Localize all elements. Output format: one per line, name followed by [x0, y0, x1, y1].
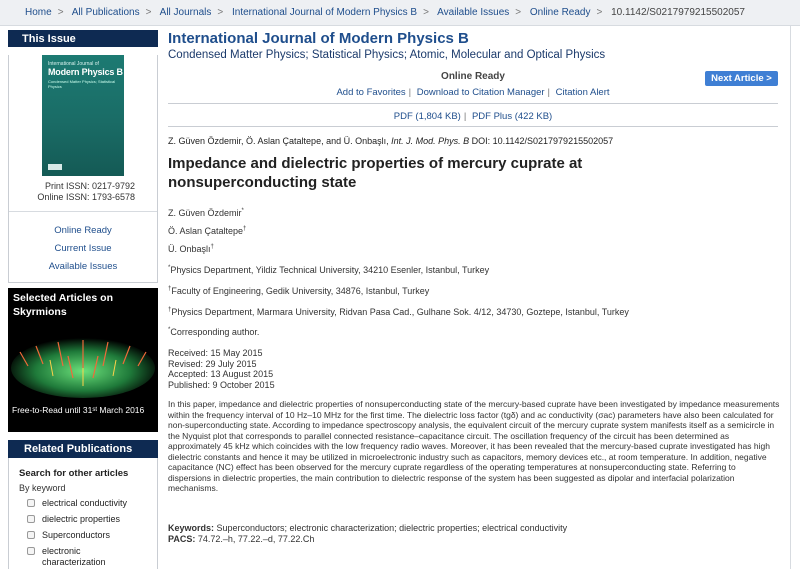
issn-info: [9, 176, 157, 203]
feature-title: Selected Articles on Skyrmions: [13, 292, 113, 318]
affiliation: [168, 307, 629, 317]
publisher-logo: [48, 164, 62, 170]
affiliation-mark: *: [168, 327, 171, 333]
online-ready-label: Online Ready: [441, 71, 505, 82]
keyword-label: dielectric properties: [42, 514, 121, 524]
author-name[interactable]: Ö. Aslan Çataltepe: [168, 226, 244, 236]
keyword-option[interactable]: [19, 514, 157, 525]
keywords-value[interactable]: Superconductors; electronic characterization; dielectric properties; electrical conductivity: [214, 523, 568, 533]
feature-note-sup: st: [92, 407, 97, 413]
feature-note: [12, 404, 144, 416]
author[interactable]: [168, 226, 246, 238]
this-issue-box: [8, 55, 158, 283]
keyword-checkbox[interactable]: [27, 499, 35, 507]
journal-subtitle: Condensed Matter Physics; Statistical Physics; Atomic, Molecular and Optical Physics: [168, 49, 606, 61]
affiliation-mark: *: [168, 265, 171, 271]
breadcrumb-current: 10.1142/S0217979215502057: [611, 7, 745, 18]
feature-note-text: Free-to-Read until 31: [12, 405, 93, 415]
keyword-checkbox[interactable]: [27, 515, 35, 523]
cover-line1: International Journal of: [48, 61, 99, 67]
author-name[interactable]: Z. Güven Özdemir: [168, 208, 242, 218]
divider: [168, 103, 778, 104]
author[interactable]: [168, 208, 246, 220]
article-actions: Add to Favorites | Download to Citation Manager | Citation Alert: [336, 87, 610, 98]
breadcrumb: Home > All Publications > All Journals > International Journal of Modern Physics B > Available Issues > Online Ready > 10.1142/S0217979215502057: [0, 0, 800, 26]
link-online-ready[interactable]: Online Ready: [54, 225, 112, 236]
cover-line2: Modern Physics B: [48, 67, 123, 77]
related-publications-heading: Related Publications: [8, 440, 158, 458]
keyword-option[interactable]: [19, 546, 157, 568]
pdf-link[interactable]: PDF (1,804 KB): [393, 111, 461, 122]
date-received: Received: 15 May 2015: [168, 348, 263, 358]
pacs-value: 74.72.–h, 77.22.–d, 77.22.Ch: [195, 534, 315, 544]
breadcrumb-journal[interactable]: International Journal of Modern Physics B: [231, 7, 418, 18]
keyword-checkbox[interactable]: [27, 547, 35, 555]
keyword-option[interactable]: [19, 530, 157, 541]
affiliation-mark: †: [168, 307, 172, 313]
issue-links: [9, 211, 157, 282]
download-citation-link[interactable]: Download to Citation Manager: [416, 87, 545, 98]
breadcrumb-all-publications[interactable]: All Publications: [71, 7, 140, 18]
breadcrumb-available-issues[interactable]: Available Issues: [437, 7, 510, 18]
journal-cover[interactable]: [42, 55, 124, 176]
next-article-button[interactable]: Next Article >: [705, 71, 778, 86]
abstract: In this paper, impedance and dielectric properties of nonsuperconducting state of the mercury-based cuprate have been investigated by impedance measurements within the frequency interval of 10 Hz–10 MHz for the first time. The dielectric loss factor (tgδ) and ac conductivity (σac) parameters have also been calculated for non-superconducting state. According to impedance spectroscopy analysis, the equivalent circuit of the mercury cuprate system manifests itself as a semicircle in the Nyquist plot that corresponds to parallel connected resistance–capacitance circuit. The oscillation frequency of the circuit has been determined as approximately 45 kHz which coincides with the low frequency radio waves. Moreover, it has been revealed that the mercury-based cuprate investigated has high dielectric constants and hence it may be utilized in microelectronic industry such as capacitors, memory devices etc., at room temperature. In addition, negative capacitance (NC) effect has been observed for the mercury cuprate regardless of the operating temperatures at nonsuperconducting state. Referring to dispersions in dielectric properties, the main contribution to dielectric response of the system has been suggested as dipolar and interfacial polarization mechanisms.: [168, 399, 780, 493]
breadcrumb-online-ready[interactable]: Online Ready: [529, 7, 591, 18]
date-published: Published: 9 October 2015: [168, 379, 275, 390]
affiliation-text: Physics Department, Marmara University, Ridvan Pasa Cad., Gulhane Sok. 4/12, 34730, Goztepe, Istanbul, Turkey: [171, 307, 629, 317]
author-mark: †: [243, 226, 247, 232]
pacs-line: [168, 534, 567, 545]
pacs-label: PACS:: [168, 534, 196, 544]
print-issn: Print ISSN: 0217-9792: [44, 181, 135, 191]
affiliation-mark: †: [168, 286, 172, 292]
corresponding-author-note: [168, 327, 259, 337]
citation-journal: Int. J. Mod. Phys. B: [391, 136, 470, 146]
keyword-checkbox[interactable]: [27, 531, 35, 539]
author[interactable]: [168, 244, 246, 256]
keyword-label: Superconductors: [42, 530, 111, 540]
keyword-label: electrical conductivity: [42, 498, 128, 508]
pdf-plus-link[interactable]: PDF Plus (422 KB): [471, 111, 553, 122]
affiliation: [168, 265, 489, 275]
author-mark: *: [241, 208, 244, 214]
affiliation-text: Faculty of Engineering, Gedik University, 34876, Istanbul, Turkey: [171, 286, 430, 296]
citation-line: [168, 136, 613, 146]
breadcrumb-all-journals[interactable]: All Journals: [159, 7, 212, 18]
keywords-section: [168, 523, 567, 545]
keyword-label: electronic characterization: [42, 546, 106, 567]
online-issn: Online ISSN: 1793-6578: [37, 192, 135, 202]
add-to-favorites-link[interactable]: Add to Favorites: [336, 87, 406, 98]
publication-dates: [168, 348, 275, 390]
keywords-line: [168, 523, 567, 534]
author-mark: †: [210, 244, 214, 250]
link-available-issues[interactable]: Available Issues: [48, 261, 118, 272]
citation-alert-link[interactable]: Citation Alert: [555, 87, 610, 98]
date-revised: Revised: 29 July 2015: [168, 358, 257, 369]
sidebar: [8, 30, 158, 283]
by-keyword-label: By keyword: [19, 483, 66, 493]
affiliation: [168, 286, 429, 296]
link-current-issue[interactable]: Current Issue: [54, 243, 112, 254]
divider: [168, 126, 778, 127]
page-edge: [790, 26, 791, 569]
citation-doi: DOI: 10.1142/S0217979215502057: [469, 136, 614, 146]
this-issue-heading: This Issue: [8, 30, 158, 47]
featured-skyrmions-banner[interactable]: [8, 288, 158, 432]
article-main: [168, 30, 782, 544]
breadcrumb-home[interactable]: Home: [25, 7, 52, 18]
citation-authors: Z. Güven Özdemir, Ö. Aslan Çataltepe, and Ü. Onbaşlı,: [168, 136, 389, 146]
feature-note-date: March 2016: [97, 405, 145, 415]
search-other-articles-label: Search for other articles: [19, 468, 129, 479]
pdf-links: PDF (1,804 KB) | PDF Plus (422 KB): [393, 111, 553, 122]
author-name[interactable]: Ü. Onbaşlı: [168, 244, 211, 254]
keyword-option[interactable]: [19, 498, 157, 509]
article-title: Impedance and dielectric properties of mercury cuprate at nonsuperconducting state: [168, 155, 583, 191]
affiliation-text: Physics Department, Yildiz Technical University, 34210 Esenler, Istanbul, Turkey: [170, 265, 490, 275]
author-list: [168, 208, 246, 262]
cover-line3: Condensed Matter Physics; Statistical Physics: [48, 79, 116, 89]
affiliation-text: Corresponding author.: [170, 327, 260, 337]
date-accepted: Accepted: 13 August 2015: [168, 369, 274, 379]
related-publications-box: [8, 458, 158, 569]
keywords-label: Keywords:: [168, 523, 215, 533]
journal-title[interactable]: International Journal of Modern Physics B: [168, 30, 469, 47]
skyrmion-illustration: [8, 320, 158, 404]
